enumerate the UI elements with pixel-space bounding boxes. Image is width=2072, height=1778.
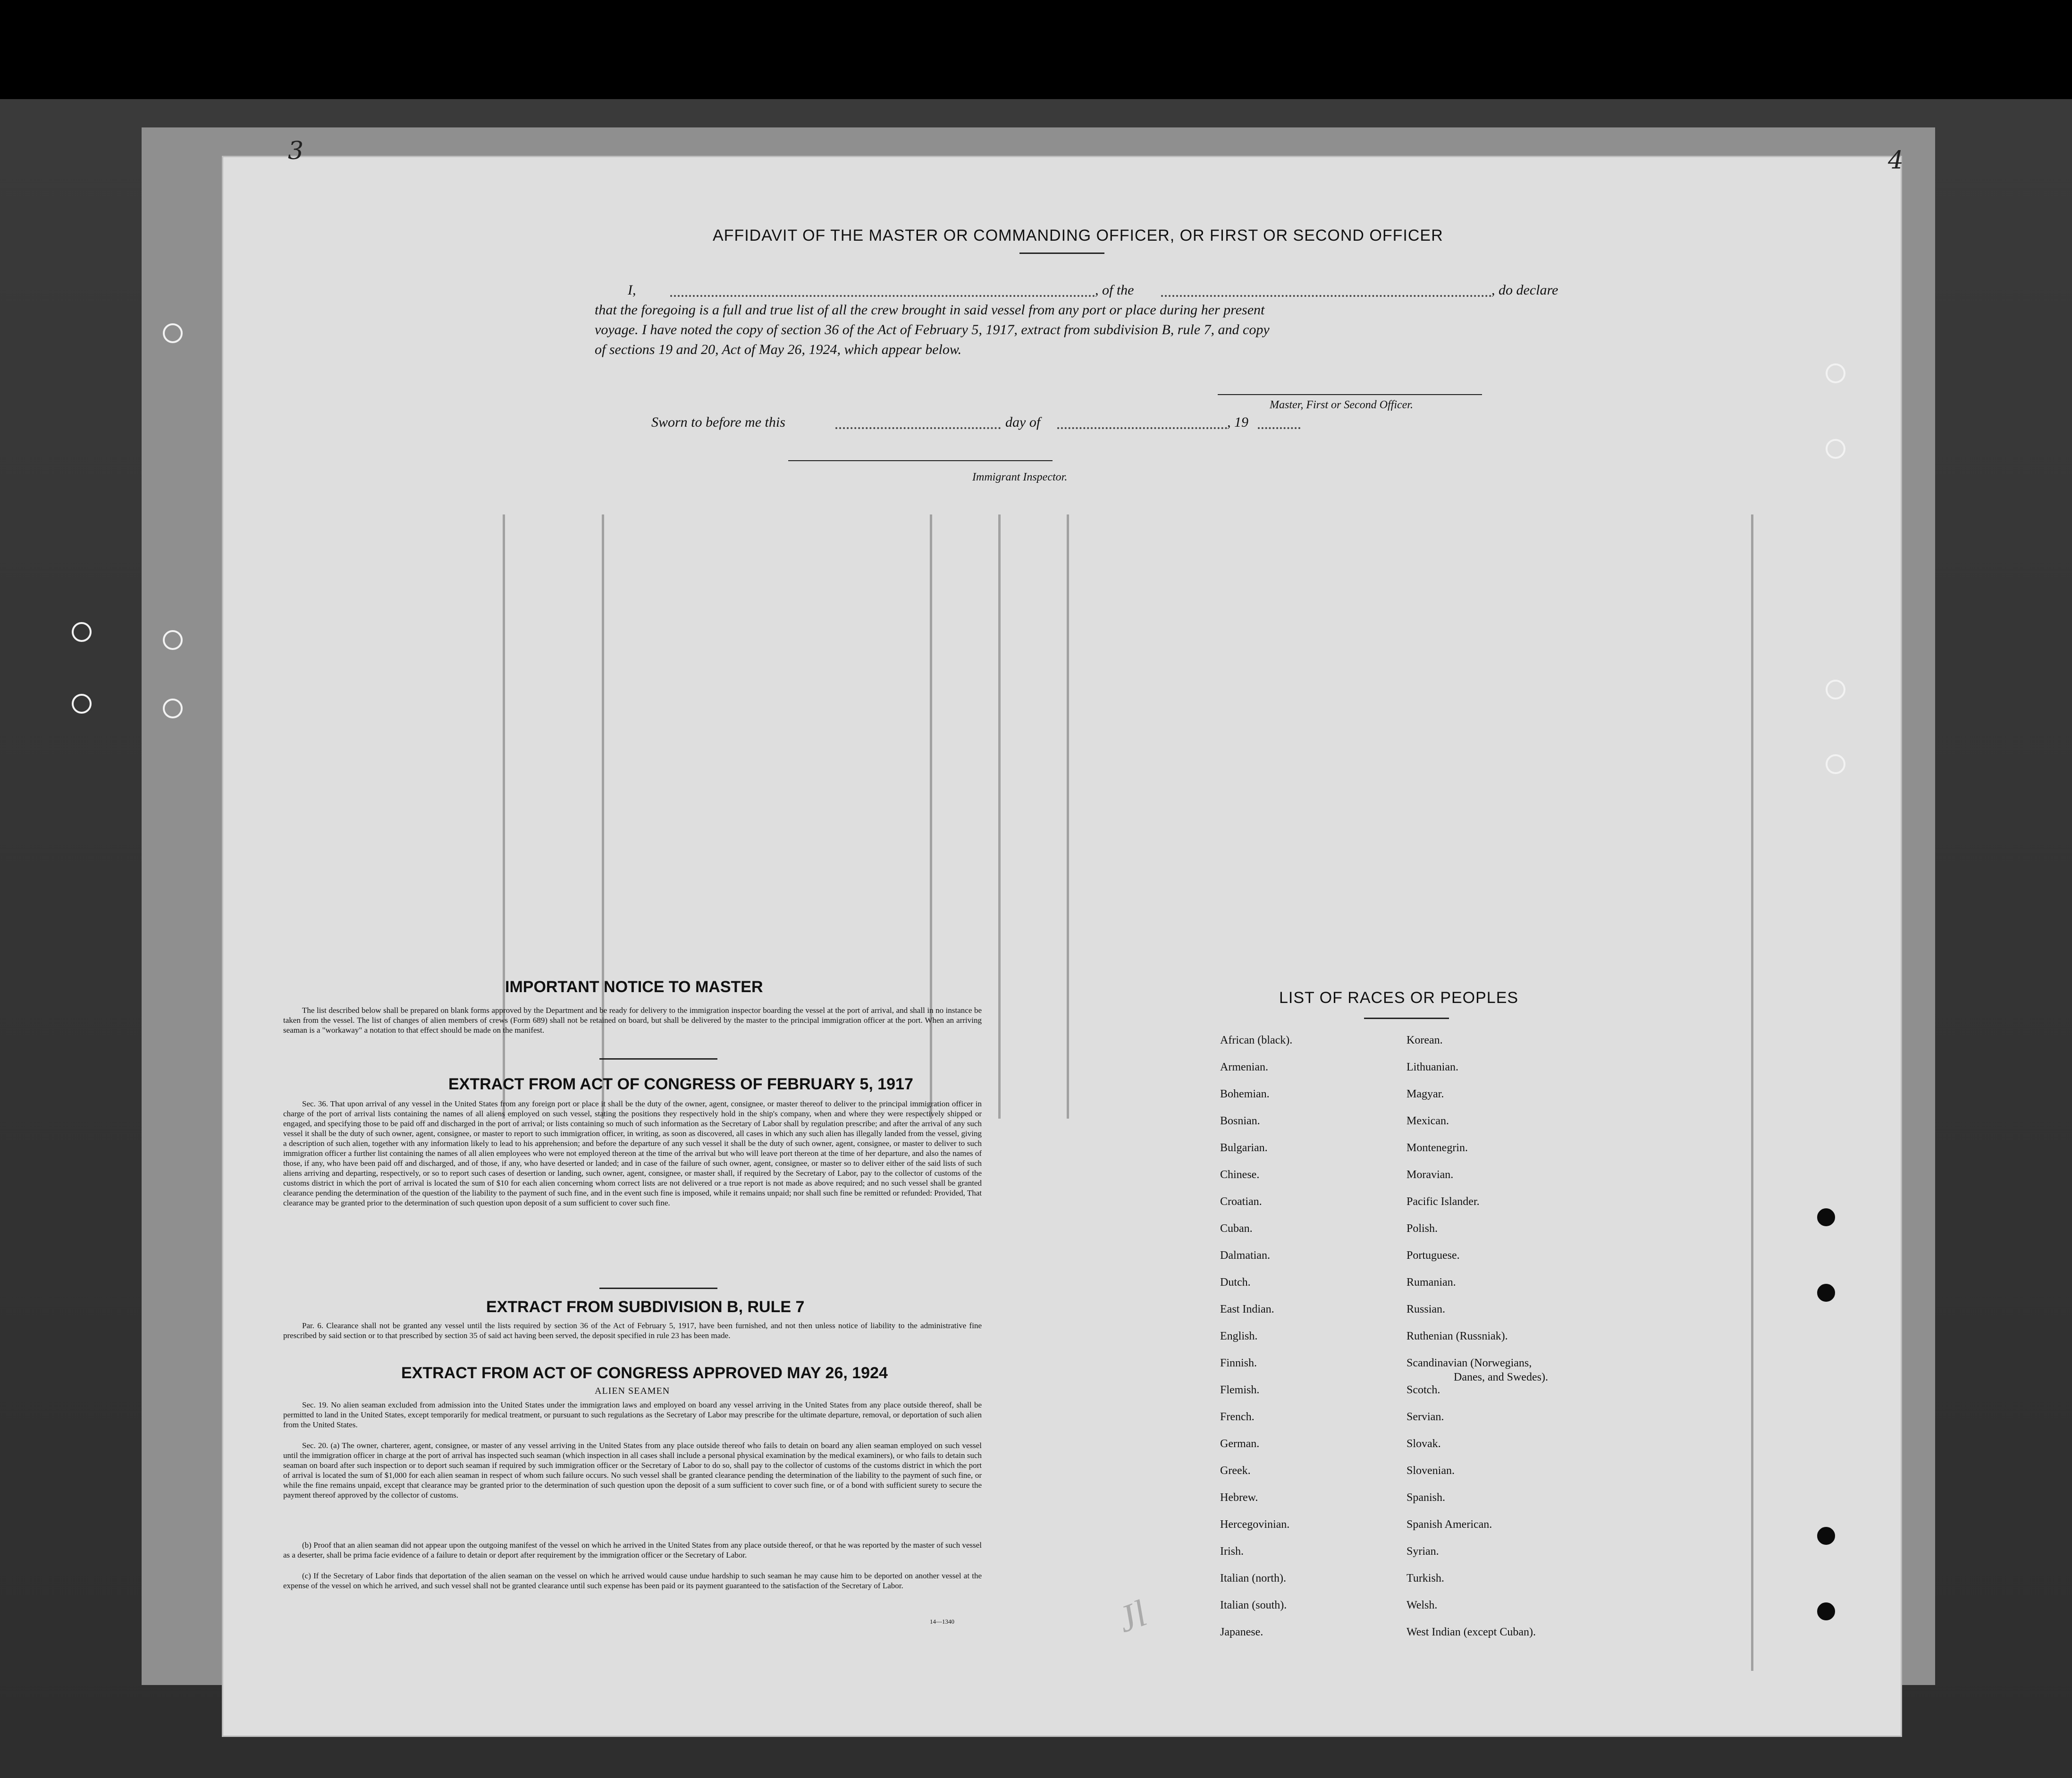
extract-1917-title: EXTRACT FROM ACT OF CONGRESS OF FEBRUARY 5, 1917 bbox=[448, 1075, 913, 1093]
extract-1924-subtitle: ALIEN SEAMEN bbox=[595, 1386, 670, 1396]
race-item: Slovak. bbox=[1407, 1438, 1441, 1450]
notice-divider bbox=[599, 1058, 717, 1060]
race-item: Bosnian. bbox=[1220, 1115, 1260, 1127]
affidavit-line-3: voyage. I have noted the copy of section 36 of the Act of February 5, 1917, extract from subdivision B, rule 7, and copy bbox=[595, 322, 1270, 337]
binder-hole bbox=[1817, 1284, 1835, 1302]
rule-7-title: EXTRACT FROM SUBDIVISION B, RULE 7 bbox=[486, 1298, 805, 1316]
sworn-prefix: Sworn to before me this bbox=[651, 414, 785, 430]
inspector-caption: Immigrant Inspector. bbox=[972, 471, 1068, 483]
race-item: Danes, and Swedes). bbox=[1454, 1371, 1548, 1383]
race-item: Cuban. bbox=[1220, 1222, 1253, 1235]
binder-hole bbox=[1826, 754, 1845, 774]
master-signature-caption: Master, First or Second Officer. bbox=[1270, 399, 1413, 411]
binder-hole bbox=[1826, 680, 1845, 699]
race-item: Hercegovinian. bbox=[1220, 1518, 1290, 1531]
race-item: Welsh. bbox=[1407, 1599, 1438, 1611]
bleed-through-column-line bbox=[1751, 514, 1753, 1671]
race-item: Rumanian. bbox=[1407, 1276, 1456, 1289]
race-item: German. bbox=[1220, 1438, 1260, 1450]
affidavit-line-2: that the foregoing is a full and true list of all the crew brought in said vessel from any port or place during her present bbox=[595, 302, 1265, 318]
vessel-name-line bbox=[1161, 295, 1491, 297]
extract-1924-sec-20a: Sec. 20. (a) The owner, charterer, agent, consignee, or master of any vessel arriving in the United States from any place outside thereof who fails to detain on board any alien seaman employed on such vessel until the immigration officer in charge at the port of arrival has inspected such seaman (which inspection in all cases shall include a personal physical examination by the medical examiners), or who fails to detain such seaman on board after such inspection or to deport such seaman if required by such immigration officer or the Secretary of Labor to do so, shall pay to the collector of customs of the customs district in which the port of arrival is located the sum of $1,000 for each alien seaman in respect of whom such failure occurs. No such vessel shall be granted clearance pending the determination of the liability to the payment of such fine, or while the fine remains unpaid, except that clearance may be granted prior to the determination of such question upon the deposit of a sum sufficient to cover such fine, or of a bond with sufficient surety to secure the payment thereof approved by the collector of customs. bbox=[283, 1441, 982, 1500]
race-item: Montenegrin. bbox=[1407, 1142, 1468, 1154]
extract-1917-divider bbox=[599, 1288, 717, 1289]
extract-1917-body: Sec. 36. That upon arrival of any vessel in the United States from any foreign port or place it shall be the duty of the owner, agent, consignee, or master thereof to deliver to the principal immigration officer in charge of the port of arrival lists containing the names of all aliens employed on such vessel, stating the positions they respectively hold in the ship's company, when and where they were respectively shipped or engaged, and specifying those to be paid off and discharged in the port of arrival; or lists containing so much of such information as the Secretary of Labor shall by regulation prescribe; and after the arrival of any such vessel it shall be the duty of such owner, agent, consignee, or master to report to such immigration officer, in writing, as soon as discovered, all cases in which any such alien has illegally landed from the vessel, giving a description of such alien, together with any information likely to lead to his apprehension; and before the departure of any such vessel it shall be the duty of such owner, agent, consignee, or master to deliver to such immigration officer a further list containing the names of all alien employees who were not employed thereon at the time of the arrival but who will leave port thereon at the time of her departure, and also the names of those, if any, who have been paid off and discharged, and of those, if any, who have deserted or landed; and in case of the failure of such owner, agent, consignee, or master so to deliver either of the said lists of such aliens arriving and departing, respectively, or so to report such cases of desertion or landing, such owner, agent, consignee, or master shall, if required by the Secretary of Labor, pay to the collector of customs of the customs district in which the port of arrival is located the sum of $10 for each alien concerning whom correct lists are not delivered or a true report is not made as above required; and no such vessel shall be granted clearance pending the determination of the question of the liability to the payment of such fine, and in the event such fine is imposed, while it remains unpaid; nor shall such fine be remitted or refunded: Provided, That clearance may be granted prior to the determination of such question upon deposit of a sum sufficient to cover such fine. bbox=[283, 1099, 982, 1207]
race-item: Spanish American. bbox=[1407, 1518, 1492, 1531]
master-signature-line bbox=[1218, 394, 1482, 395]
race-item: Italian (south). bbox=[1220, 1599, 1287, 1611]
binder-hole bbox=[72, 694, 92, 714]
race-item: Irish. bbox=[1220, 1545, 1244, 1558]
vessel-prefix: , of the bbox=[1095, 282, 1134, 298]
race-item: Scandinavian (Norwegians, bbox=[1407, 1357, 1532, 1369]
page-corner-mark-right: 4 bbox=[1888, 146, 1904, 175]
binder-hole bbox=[1817, 1602, 1835, 1620]
race-item: Servian. bbox=[1407, 1411, 1444, 1423]
extract-1924-sec-19: Sec. 19. No alien seaman excluded from admission into the United States under the immigration laws and employed on board any vessel arriving in the United States from any place outside thereof, shall be permitted to land in the United States, except temporarily for medical treatment, or pursuant to such regulations as the Secretary of Labor may prescribe for the ultimate departure, removal, or deportation of such alien from the United States. bbox=[283, 1400, 982, 1429]
race-item: Armenian. bbox=[1220, 1061, 1268, 1073]
race-item: Pacific Islander. bbox=[1407, 1196, 1480, 1208]
race-item: East Indian. bbox=[1220, 1303, 1274, 1315]
race-item: Flemish. bbox=[1220, 1384, 1260, 1396]
race-item: Syrian. bbox=[1407, 1545, 1439, 1558]
race-item: Dutch. bbox=[1220, 1276, 1251, 1289]
binder-hole bbox=[163, 323, 183, 343]
race-item: Chinese. bbox=[1220, 1169, 1260, 1181]
affidavit-page bbox=[222, 137, 1904, 1737]
sworn-year: , 19 bbox=[1227, 414, 1248, 430]
title-underline bbox=[1019, 253, 1104, 254]
race-item: Moravian. bbox=[1407, 1169, 1454, 1181]
race-item: Finnish. bbox=[1220, 1357, 1257, 1369]
inspector-signature-line bbox=[788, 460, 1053, 461]
binder-hole bbox=[1817, 1527, 1835, 1545]
race-item: Spanish. bbox=[1407, 1491, 1446, 1504]
race-item: Greek. bbox=[1220, 1465, 1251, 1477]
form-number: 14—1340 bbox=[930, 1618, 954, 1625]
races-title: LIST OF RACES OR PEOPLES bbox=[1279, 989, 1519, 1007]
extract-1924-sec-20b: (b) Proof that an alien seaman did not appear upon the outgoing manifest of the vessel on which he arrived in the United States from any place outside thereof, or that he was reported by the master of such vessel as a deserter, shall be prima facie evidence of a failure to detain or deport after requirement by the immigration officer or the Secretary of Labor. bbox=[283, 1541, 982, 1559]
sworn-year-line bbox=[1258, 427, 1300, 429]
sworn-month-line bbox=[1057, 427, 1227, 429]
race-item: Croatian. bbox=[1220, 1196, 1262, 1208]
race-item: Lithuanian. bbox=[1407, 1061, 1458, 1073]
race-item: Bulgarian. bbox=[1220, 1142, 1268, 1154]
race-item: Russian. bbox=[1407, 1303, 1446, 1315]
binder-hole bbox=[163, 630, 183, 650]
rule-7-body: Par. 6. Clearance shall not be granted any vessel until the lists required by section 36 of the Act of February 5, 1917, have been furnished, and not then unless notice of liability to the administrative fine prescribed by said section or to that prescribed by section 35 of said act having been served, the deposit specified in rule 23 has been made. bbox=[283, 1321, 982, 1340]
race-item: West Indian (except Cuban). bbox=[1407, 1626, 1536, 1638]
declare-suffix: , do declare bbox=[1491, 282, 1558, 298]
affidavit-line-4: of sections 19 and 20, Act of May 26, 1924, which appear below. bbox=[595, 342, 962, 357]
race-item: Bohemian. bbox=[1220, 1088, 1270, 1100]
bleed-through-handwriting: Jl bbox=[1112, 1592, 1152, 1641]
race-item: Dalmatian. bbox=[1220, 1249, 1270, 1262]
race-item: Ruthenian (Russniak). bbox=[1407, 1330, 1508, 1342]
race-item: Scotch. bbox=[1407, 1384, 1440, 1396]
race-item: African (black). bbox=[1220, 1034, 1293, 1046]
races-title-underline bbox=[1364, 1018, 1449, 1019]
declarant-name-line bbox=[670, 295, 1095, 297]
bleed-through-column-line bbox=[1067, 514, 1069, 1119]
race-item: Polish. bbox=[1407, 1222, 1438, 1235]
race-item: Portuguese. bbox=[1407, 1249, 1460, 1262]
binder-hole bbox=[72, 622, 92, 642]
declarant-prefix: I, bbox=[628, 282, 636, 298]
extract-1924-title: EXTRACT FROM ACT OF CONGRESS APPROVED MAY 26, 1924 bbox=[401, 1364, 888, 1382]
bleed-through-column-line bbox=[998, 514, 1001, 1119]
sworn-day-of: day of bbox=[1005, 414, 1041, 430]
race-item: Hebrew. bbox=[1220, 1491, 1258, 1504]
race-item: Turkish. bbox=[1407, 1572, 1444, 1584]
race-item: Slovenian. bbox=[1407, 1465, 1455, 1477]
binder-hole bbox=[1826, 439, 1845, 459]
affidavit-title: AFFIDAVIT OF THE MASTER OR COMMANDING OFFICER, OR FIRST OR SECOND OFFICER bbox=[713, 227, 1443, 244]
race-item: Japanese. bbox=[1220, 1626, 1263, 1638]
notice-body: The list described below shall be prepared on blank forms approved by the Department and be ready for delivery to the immigration inspector boarding the vessel at the port of arrival, and shall in no instance be taken from the vessel. The list of changes of alien members of crews (Form 689) shall not be retained on board, but shall be delivered by the master to the principal immigration officer at the port. When an arriving seaman is a "workaway" a notation to that effect should be made on the manifest. bbox=[283, 1006, 982, 1035]
race-item: Magyar. bbox=[1407, 1088, 1444, 1100]
binder-hole bbox=[1826, 363, 1845, 383]
notice-title: IMPORTANT NOTICE TO MASTER bbox=[505, 978, 763, 996]
race-item: French. bbox=[1220, 1411, 1255, 1423]
race-item: English. bbox=[1220, 1330, 1258, 1342]
sworn-day-line bbox=[835, 427, 1001, 429]
binder-hole bbox=[1817, 1208, 1835, 1226]
race-item: Korean. bbox=[1407, 1034, 1443, 1046]
race-item: Italian (north). bbox=[1220, 1572, 1286, 1584]
extract-1924-sec-20c: (c) If the Secretary of Labor finds that deportation of the alien seaman on the vessel on which he arrived would cause undue hardship to such seaman he may cause him to be deported on another vessel at the expense of the vessel on which he arrived, and such vessel shall not be granted clearance until such expense has been paid or its payment guaranteed to the satisfaction of the Secretary of Labor. bbox=[283, 1571, 982, 1590]
binder-hole bbox=[163, 699, 183, 718]
page-corner-mark-left: 3 bbox=[288, 137, 304, 165]
race-item: Mexican. bbox=[1407, 1115, 1449, 1127]
